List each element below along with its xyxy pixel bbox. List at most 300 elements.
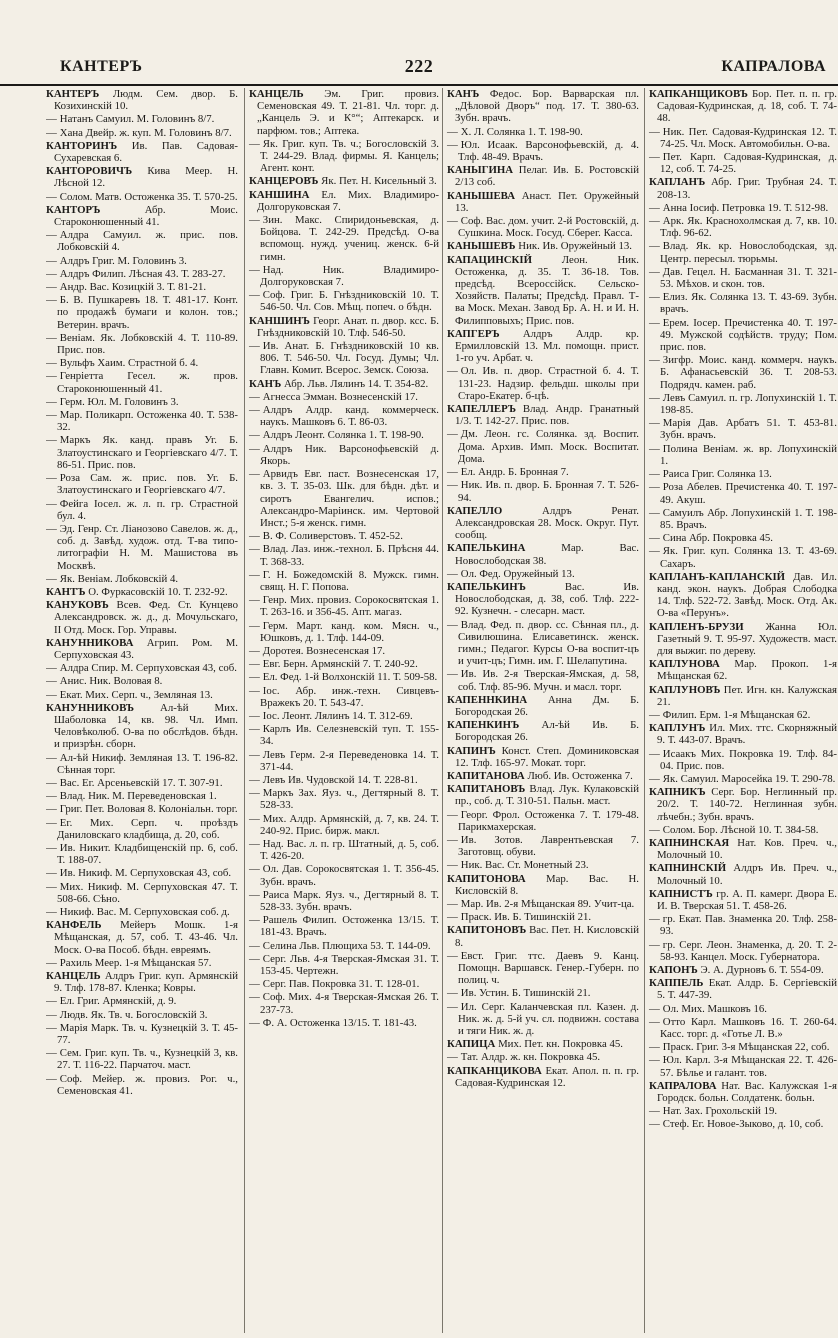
- ditto-dash: —: [46, 688, 57, 701]
- directory-entry: [46, 957, 238, 969]
- entry-surname: КАНФЕЛЬ: [46, 919, 102, 932]
- directory-entry: [46, 689, 238, 701]
- ditto-dash: —: [649, 151, 660, 164]
- directory-entry: [46, 88, 238, 112]
- directory-entry: [649, 240, 837, 264]
- entry-surname: КАПНИНСКІЙ: [649, 862, 727, 875]
- entry-details: Алдръ Леонт. Солянка 1. Т. 198-90.: [262, 429, 424, 442]
- ditto-dash: —: [46, 803, 57, 816]
- directory-entry: [447, 568, 639, 580]
- entry-details: Ник. Ив. п. двор. Б. Бронная 7. Т. 526-94.: [458, 479, 639, 504]
- column-1: [46, 88, 242, 1333]
- entry-details: Ол. Фед. Оружейный 13.: [460, 567, 575, 580]
- ditto-dash: —: [249, 468, 260, 481]
- entry-details: Абр. Моис. Староконюшенный 41.: [54, 203, 238, 229]
- directory-entry: [447, 1038, 639, 1050]
- ditto-dash: —: [46, 880, 57, 893]
- ditto-dash: —: [249, 289, 260, 302]
- entry-details: Мар. Вас. Новослободская 38.: [455, 542, 639, 567]
- directory-entry: [46, 586, 238, 598]
- ditto-dash: —: [249, 978, 260, 991]
- ditto-dash: —: [249, 787, 260, 800]
- directory-entry: [249, 189, 439, 213]
- entry-details: Самуилъ Абр. Лопухинскій 1. Т. 198-85. Врачъ.: [660, 506, 837, 531]
- ditto-dash: —: [649, 913, 660, 926]
- ditto-dash: —: [46, 229, 57, 242]
- entry-details: Алдръ Ив. Преч. ч., Молочный 10.: [657, 862, 837, 887]
- ditto-dash: —: [447, 479, 458, 492]
- entry-surname: КАПЛЕНЪ-БРУЗИ: [649, 620, 744, 633]
- ditto-dash: —: [649, 468, 660, 481]
- entry-details: Ел. Фед. 1-й Волхонскій 11. Т. 509-58.: [262, 671, 438, 684]
- entry-details: Соф. Мих. 4-я Тверская-Ямская 26. Т. 237-73.: [260, 991, 439, 1016]
- ditto-dash: —: [249, 429, 260, 442]
- entry-details: Конст. Степ. Доминиковская 12. Тлф. 165-97. Мокат. торг.: [455, 744, 640, 769]
- entry-surname: КАПЕЛЬКИНА: [447, 542, 526, 555]
- entry-details: Людв. Як. Тв. ч. Богословскій 3.: [59, 1008, 208, 1021]
- directory-entry: [249, 264, 439, 288]
- directory-entry: [249, 429, 439, 441]
- entry-surname: КАНЦЕЛЬ: [46, 970, 101, 983]
- entry-surname: КАПЕЛЬКИНЪ: [447, 580, 526, 593]
- entry-details: Мар. Ив. 2-я Мѣщанская 89. Учит-ца.: [460, 898, 635, 910]
- directory-entry: [447, 403, 639, 427]
- ditto-dash: —: [249, 404, 260, 417]
- entry-surname: КАПИТОНОВА: [447, 872, 526, 885]
- entry-details: Екат. Мих. Серп. ч., Земляная 13.: [59, 688, 213, 701]
- ditto-dash: —: [249, 340, 260, 353]
- ditto-dash: —: [649, 938, 660, 951]
- entry-details: Мар. Прокоп. 1-я Мѣщанская 62.: [657, 658, 837, 683]
- ditto-dash: —: [649, 1002, 660, 1015]
- entry-surname: КАНЫШЕВЪ: [447, 240, 516, 253]
- directory-entry: [447, 898, 639, 910]
- entry-details: Елиз. Як. Солянка 13. Т. 43-69. Зубн. врачъ.: [660, 291, 837, 316]
- entry-details: Арк. Як. Краснохолмская д. 7, кв. 10. Тлф. 96-62.: [660, 215, 837, 240]
- ditto-dash: —: [649, 1015, 660, 1028]
- entry-details: Як. Григ. куп. Солянка 13. Т. 43-69. Сахаръ.: [660, 545, 837, 570]
- ditto-dash: —: [46, 357, 57, 370]
- ditto-dash: —: [46, 254, 57, 267]
- entry-details: Пет. Игн. кн. Калужская 21.: [657, 683, 837, 708]
- directory-entry: [249, 723, 439, 747]
- entry-details: Зин. Макс. Спиридоньевская, д. Бойцова. Т. 242-29. Предсѣд. О-ва вспомощ. нужд. учениц. женск. 6-й гимн.: [260, 214, 439, 263]
- entry-details: Алдра Спир. М. Серпуховская 43, соб.: [59, 662, 237, 675]
- ditto-dash: —: [447, 859, 458, 872]
- directory-entry: [649, 837, 837, 861]
- ditto-dash: —: [447, 668, 458, 681]
- entry-details: Тат. Алдр. ж. кн. Покровка 45.: [460, 1051, 601, 1064]
- ditto-dash: —: [46, 472, 57, 485]
- ditto-dash: —: [249, 263, 260, 276]
- entry-details: Генріетта Гесел. ж. пров. Староконюшенный 41.: [57, 370, 238, 395]
- entry-surname: КАНТЪ: [46, 585, 86, 598]
- entry-details: Алдръ Ренат. Александровская 28. Моск. Округ. Пут. сообщ.: [455, 504, 639, 542]
- directory-entry: [447, 126, 639, 138]
- directory-entry: [649, 126, 837, 150]
- directory-entry: [46, 906, 238, 918]
- entry-details: Над. Ник. Владимиро-Долгоруковская 7.: [260, 263, 439, 289]
- ditto-dash: —: [447, 1051, 458, 1064]
- entry-details: Ив. Устин. Б. Тишинскій 21.: [460, 987, 591, 1000]
- directory-entry: [447, 924, 639, 948]
- entry-details: Ел. Мих. Владимиро-Долгоруковская 7.: [257, 188, 439, 213]
- entry-surname: КАНЫШЕВА: [447, 189, 516, 202]
- entry-surname: КАПЛАНЪ-КАПЛАНСКІЙ: [649, 570, 786, 583]
- directory-entry: [447, 428, 639, 465]
- directory-entry: [249, 671, 439, 683]
- entry-details: Натанъ Самуил. М. Головинъ 8/7.: [59, 113, 215, 126]
- ditto-dash: —: [249, 530, 260, 543]
- directory-entry: [46, 1047, 238, 1071]
- entry-details: Всев. Фед. Ст. Кунцево Александровск. ж. д., д. Мочульскаго, II Отд. Моск. Гор. Управы.: [54, 599, 238, 636]
- entry-details: Генр. Мих. провиз. Сорокосвятская 1. Т. 263-16. и 356-45. Апт. магаз.: [260, 594, 439, 619]
- directory-entry: [447, 619, 639, 668]
- directory-entry: [447, 215, 639, 239]
- entry-details: Солом. Бор. Лѣсной 10. Т. 384-58.: [662, 823, 819, 836]
- directory-entry: [447, 809, 639, 833]
- entry-details: Алдръ Григ. М. Головинъ 3.: [59, 254, 187, 267]
- ditto-dash: —: [447, 567, 458, 580]
- directory-entry: [249, 315, 439, 339]
- directory-entry: [649, 507, 837, 531]
- directory-entry: [46, 919, 238, 956]
- entry-details: Ив. Ив. 2-я Тверская-Ямская, д. 58, соб. Тлф. 85-96. Мучн. и масл. торг.: [458, 668, 639, 693]
- entry-surname: КАНЪ: [447, 88, 480, 100]
- ditto-dash: —: [46, 1008, 57, 1021]
- directory-entry: [46, 434, 238, 471]
- ditto-dash: —: [249, 644, 260, 657]
- entry-details: Раиса Марк. Яуз. ч., Дегтярный 8. Т. 528-33. Зубн. врачъ.: [260, 888, 439, 913]
- ditto-dash: —: [46, 956, 57, 969]
- entry-surname: КАПЛАНЪ: [649, 176, 706, 189]
- entry-surname: КАНЦЕРОВЪ: [249, 175, 319, 188]
- entry-details: Людм. Сем. двор. Б. Козихинскій 10.: [54, 88, 238, 113]
- entry-details: Алдръ Филип. Лѣсная 43. Т. 283-27.: [59, 267, 226, 280]
- entry-details: Вас. Ив. Новослободская, д. 38, соб. Тлф. 222-92. Кузнечн. - слесарн. маст.: [455, 580, 639, 618]
- directory-entry: [46, 127, 238, 139]
- directory-entry: [649, 532, 837, 544]
- ditto-dash: —: [46, 434, 57, 447]
- ditto-dash: —: [249, 594, 260, 607]
- directory-entry: [447, 1001, 639, 1038]
- ditto-dash: —: [447, 428, 458, 441]
- ditto-dash: —: [249, 863, 260, 876]
- ditto-dash: —: [249, 773, 260, 786]
- entry-surname: КАПИТАНОВЪ: [447, 783, 526, 796]
- ditto-dash: —: [447, 138, 458, 151]
- entry-surname: КАНЫГИНА: [447, 164, 514, 177]
- directory-entry: [447, 719, 639, 743]
- entry-details: Праск. Ив. Б. Тишинскій 21.: [460, 911, 592, 924]
- ditto-dash: —: [649, 215, 660, 228]
- directory-entry: [649, 913, 837, 937]
- entry-details: Роза Сам. ж. прис. пов. Уг. Б. Златоустинскаго и Георгіевскаго 4/7.: [57, 472, 238, 497]
- directory-entry: [447, 770, 639, 782]
- entry-details: Анна Іосиф. Петровка 19. Т. 512-98.: [662, 201, 829, 214]
- entry-surname: КАПАЦИНСКІЙ: [447, 253, 532, 266]
- entry-details: Сина Абр. Покровка 45.: [662, 532, 773, 545]
- entry-details: Полина Веніам. ж. вр. Лопухинскій 1.: [660, 442, 837, 467]
- entry-details: Ел. Григ. Армянскій, д. 9.: [59, 995, 177, 1008]
- entry-details: Евг. Берн. Армянскій 7. Т. 240-92.: [262, 658, 418, 671]
- entry-details: Іос. Леонт. Лялинъ 14. Т. 312-69.: [262, 709, 413, 722]
- entry-details: Роза Абелев. Пречистенка 40. Т. 197-49. Акуш.: [660, 481, 837, 506]
- entry-details: О. Фуркасовскій 10. Т. 232-92.: [88, 585, 228, 598]
- entry-details: Андр. Вас. Козицкій 3. Т. 81-21.: [59, 281, 207, 294]
- directory-entry: [249, 443, 439, 467]
- entry-details: Ив. Никиф. М. Серпуховская 43, соб.: [59, 867, 232, 880]
- directory-entry: [46, 662, 238, 674]
- entry-details: Влад. Лук. Кулаковскій пр., соб. д. Т. 310-51. Пальн. маст.: [455, 783, 639, 808]
- ditto-dash: —: [46, 395, 57, 408]
- entry-details: Анаст. Пет. Оружейный 13.: [455, 189, 639, 214]
- directory-entry: [447, 328, 639, 365]
- entry-surname: КАППЕЛЬ: [649, 977, 704, 990]
- directory-entry: [46, 498, 238, 522]
- directory-entry: [249, 88, 439, 137]
- ditto-dash: —: [649, 823, 660, 836]
- entry-details: Як. Веніам. Лобковскій 4.: [59, 572, 179, 585]
- directory-entry: [649, 1080, 837, 1104]
- directory-entry: [46, 113, 238, 125]
- entry-details: Левъ Ив. Чудовской 14. Т. 228-81.: [262, 773, 418, 786]
- directory-entry: [249, 404, 439, 428]
- directory-entry: [46, 229, 238, 253]
- entry-details: Эм. Григ. провиз. Семеновская 49. Т. 21-81. Чл. торг. д. „Канцель Э. и К°“; Аптекарск. и парфюм. тов.; Аптека.: [257, 88, 440, 137]
- directory-entry: [46, 867, 238, 879]
- entry-surname: КАНЪ: [249, 377, 282, 390]
- directory-entry: [447, 987, 639, 999]
- directory-entry: [447, 834, 639, 858]
- directory-entry: [249, 914, 439, 938]
- directory-entry: [649, 658, 837, 682]
- ditto-dash: —: [46, 995, 57, 1008]
- ditto-dash: —: [46, 294, 57, 307]
- entry-details: Серг. Пав. Покровка 31. Т. 128-01.: [262, 978, 420, 991]
- entry-details: Мар. Вас. Н. Кисловскій 8.: [455, 872, 639, 897]
- ditto-dash: —: [249, 390, 260, 403]
- column-3: [442, 88, 643, 1333]
- ditto-dash: —: [46, 281, 57, 294]
- column-4: [644, 88, 837, 1333]
- entry-details: Мих. Пет. кн. Покровка 45.: [498, 1038, 623, 1051]
- entry-details: Мейеръ Мошк. 1-я Мѣщанская, д. 57, соб. Т. 43-46. Чл. Моск. О-ва Пособ. бѣдн. евреямъ.: [54, 919, 239, 956]
- entry-details: Маркъ Як. канд. правъ Уг. Б. Златоустинскаго и Георгіевскаго 4/7. Т. 86-51. Прис. пов.: [57, 434, 238, 471]
- entry-details: Ил. Серг. Каланчевская пл. Казен. д. Ник. ж. д. 5-й уч. сл. подвижн. состава и тяги Ник. ж. д.: [458, 1000, 639, 1038]
- directory-entry: [46, 995, 238, 1007]
- ditto-dash: —: [249, 914, 260, 927]
- entry-details: Григ. Пет. Воловая 8. Колоніальн. торг.: [59, 803, 238, 816]
- directory-entry: [649, 291, 837, 315]
- entry-details: Г. Н. Божедомскій 8. Мужск. гимн. свящ. Н. Г. Попова.: [260, 568, 439, 593]
- directory-entry: [447, 950, 639, 987]
- directory-entry: [46, 281, 238, 293]
- entry-details: Мар. Поликарп. Остоженка 40. Т. 538-32.: [57, 409, 238, 434]
- directory-entry: [249, 658, 439, 670]
- ditto-dash: —: [46, 816, 57, 829]
- directory-entry: [46, 790, 238, 802]
- directory-entry: [249, 863, 439, 887]
- ditto-dash: —: [46, 409, 57, 422]
- header-first-entry: КАНТЕРЪ: [60, 58, 143, 75]
- directory-entry: [249, 685, 439, 709]
- directory-entry: [46, 817, 238, 841]
- entry-details: Ол. Дав. Сорокосвятская 1. Т. 356-45. Зубн. врачъ.: [260, 863, 439, 888]
- directory-entry: [447, 581, 639, 618]
- directory-columns: [46, 88, 836, 1333]
- ditto-dash: —: [649, 532, 660, 545]
- entry-surname: КАНТОРИНЪ: [46, 139, 118, 152]
- entry-surname: КАНЦЕЛЬ: [249, 88, 304, 100]
- directory-entry: [46, 472, 238, 496]
- entry-details: Мих. Никиф. М. Серпуховская 47. Т. 508-66. Сѣно.: [57, 880, 238, 905]
- entry-surname: КАПЛУНЪ: [649, 722, 706, 735]
- entry-details: Левъ Самуил. п. гр. Лопухинскій 1. Т. 198-85.: [660, 391, 837, 417]
- ditto-dash: —: [447, 911, 458, 924]
- entry-surname: КАПИЦА: [447, 1038, 496, 1051]
- entry-surname: КАНШИНА: [249, 188, 310, 201]
- entry-details: Эд. Генр. Ст. Ліанозово Савелов. ж. д., соб. д. Завѣд. худож. отд. Т-ва типо-литографіи Н. М. Машистова въ Москвѣ.: [57, 522, 238, 572]
- entry-details: Ив. Пав. Садовая-Сухаревская 6.: [54, 139, 238, 165]
- directory-entry: [249, 378, 439, 390]
- directory-entry: [649, 939, 837, 963]
- entry-details: Влад. Лаз. инж.-технол. Б. Прѣсня 44. Т. 368-33.: [260, 543, 439, 568]
- entry-details: Юл. Карл. 3-я Мѣщанская 22. Т. 426-57. Бѣлье и галант. тов.: [660, 1054, 837, 1079]
- directory-entry: [649, 354, 837, 391]
- ditto-dash: —: [649, 201, 660, 214]
- ditto-dash: —: [649, 772, 660, 785]
- directory-entry: [46, 1009, 238, 1021]
- entry-surname: КАПНИСТЪ: [649, 887, 713, 900]
- ditto-dash: —: [649, 354, 660, 367]
- entry-details: Як. Самуил. Маросейка 19. Т. 290-78.: [662, 772, 836, 785]
- entry-details: Люб. Ив. Остоженка 7.: [527, 769, 633, 782]
- entry-details: Алдръ Алдр. канд. коммерческ. наукъ. Машковъ 6. Т. 86-03.: [260, 404, 439, 429]
- entry-details: Іос. Абр. инж.-техн. Сивцевъ-Вражекъ 20. Т. 543-47.: [260, 684, 439, 709]
- directory-entry: [46, 409, 238, 433]
- directory-entry: [649, 545, 837, 569]
- entry-details: Ол. Ив. п. двор. Страстной б. 4. Т. 131-23. Надзир. фельдш. школы при Старо-Екатер. б-цѣ.: [458, 365, 639, 402]
- entry-details: гр. Екат. Пав. Знаменка 20. Тлф. 258-93.: [660, 913, 837, 938]
- ditto-dash: —: [447, 466, 458, 479]
- entry-details: Фейга Іосел. ж. л. п. гр. Страстной бул. 4.: [57, 497, 238, 522]
- directory-entry: [649, 151, 837, 175]
- entry-details: Пелаг. Ив. Б. Ростовскій 2/13 соб.: [455, 164, 640, 189]
- ditto-dash: —: [249, 952, 260, 965]
- entry-details: Герм. Юл. М. Головинъ 3.: [59, 395, 179, 408]
- entry-details: Дав. Ил. канд. экон. наукъ. Добрая Слободка 14. Тлф. 522-72. Завѣд. Моск. Отд. Ак. О-ва «Перунъ».: [657, 570, 837, 620]
- directory-entry: [447, 254, 639, 327]
- ditto-dash: —: [649, 125, 660, 138]
- entry-details: Влад. Як. кр. Новослободская, зд. Центр. пересыл. тюрьмы.: [660, 240, 837, 265]
- ditto-dash: —: [46, 331, 57, 344]
- directory-entry: [649, 748, 837, 772]
- entry-surname: КАПИТАНОВА: [447, 769, 525, 782]
- entry-details: Ол. Мих. Машковъ 16.: [662, 1002, 767, 1015]
- directory-entry: [46, 523, 238, 572]
- ditto-dash: —: [46, 113, 57, 126]
- ditto-dash: —: [649, 316, 660, 329]
- ditto-dash: —: [249, 442, 260, 455]
- ditto-dash: —: [46, 867, 57, 880]
- directory-entry: [249, 889, 439, 913]
- entry-surname: КАПОНЪ: [649, 964, 698, 977]
- ditto-dash: —: [649, 291, 660, 304]
- entry-details: Серг. Бор. Неглинный пр. 20/2. Т. 140-72. Неглинная зубн. лѣчебн.; Зубн. врачъ.: [657, 786, 837, 823]
- entry-details: Праск. Григ. 3-я Мѣщанская 22, соб.: [662, 1041, 830, 1054]
- entry-details: гр. А. П. камерг. Двора Е. И. В. Тверская 51. Т. 458-26.: [657, 887, 837, 912]
- entry-details: Соф. Мейер. ж. провиз. Рог. ч., Семеновская 41.: [57, 1072, 238, 1097]
- directory-entry: [46, 970, 238, 994]
- directory-entry: [249, 594, 439, 618]
- entry-details: Ник. Пет. Садовая-Кудринская 12. Т. 74-25. Чл. Моск. Автомобильн. О-ва.: [660, 125, 837, 150]
- entry-details: Исаакъ Мих. Покровка 19. Тлф. 84-04. Прис. пов.: [660, 747, 837, 772]
- entry-details: Мих. Алдр. Армянскій, д. 7, кв. 24. Т. 240-92. Прис. бирж. макл.: [260, 812, 439, 837]
- entry-details: Арвидъ Евг. паст. Вознесенская 17, кв. 3. Т. 35-03. Шк. для бѣдн. дѣт. и сиротъ Евангелич. испов.; Александро-Маріинск. им. Чертовой Инст.; 5-я женск. гимн.: [260, 468, 439, 529]
- directory-entry: [46, 1073, 238, 1097]
- ditto-dash: —: [46, 1047, 57, 1060]
- directory-entry: [46, 675, 238, 687]
- entry-details: Ив. Анат. Б. Гнѣздниковскій 10 кв. 806. Т. 546-50. Чл. Госуд. Думы; Чл. Главн. Комит. Всерос. Земск. Союза.: [260, 340, 439, 377]
- entry-details: Ег. Мих. Серп. ч. проѣздъ Даниловскаго кладбища, д. 20, соб.: [57, 816, 238, 841]
- entry-details: Влад. Ник. М. Переведеновская 1.: [59, 790, 217, 803]
- entry-details: Ел. Андр. Б. Бронная 7.: [460, 466, 569, 479]
- directory-entry: [249, 391, 439, 403]
- entry-details: Георг. Фрол. Остоженка 7. Т. 179-48. Парикмахерская.: [458, 808, 639, 833]
- ditto-dash: —: [46, 776, 57, 789]
- ditto-dash: —: [447, 833, 458, 846]
- ditto-dash: —: [447, 215, 458, 228]
- entry-surname: КАНТЕРЪ: [46, 88, 100, 100]
- ditto-dash: —: [249, 709, 260, 722]
- directory-entry: [447, 164, 639, 188]
- ditto-dash: —: [649, 481, 660, 494]
- directory-entry: [447, 783, 639, 807]
- entry-details: Нат. Зах. Грохольскій 19.: [662, 1105, 778, 1118]
- ditto-dash: —: [46, 497, 57, 510]
- directory-entry: [46, 294, 238, 331]
- entry-details: Отто Карл. Машковъ 16. Т. 260-64. Касс. торг. д. «Готье Л. В.»: [660, 1015, 837, 1041]
- directory-entry: [649, 215, 837, 239]
- directory-entry: [447, 466, 639, 478]
- directory-entry: [249, 1017, 439, 1029]
- entry-details: Ал-ѣй Мих. Шаболовка 14, кв. 98. Чл. Имп. Человѣколюб. О-ва по обслѣдов. бѣдн. и призрѣн. сборн.: [54, 701, 238, 751]
- ditto-dash: —: [249, 658, 260, 671]
- directory-entry: [249, 838, 439, 862]
- ditto-dash: —: [447, 898, 458, 910]
- directory-entry: [46, 599, 238, 636]
- directory-entry: [447, 139, 639, 163]
- directory-entry: [649, 824, 837, 836]
- directory-entry: [46, 752, 238, 776]
- directory-entry: [447, 745, 639, 769]
- directory-entry: [249, 749, 439, 773]
- directory-entry: [249, 710, 439, 722]
- entry-surname: КАНУКОВЪ: [46, 599, 109, 612]
- entry-details: Федос. Бор. Варварская пл. „Дѣловой Дворъ“ под. 17. Т. 380-63. Зубн. врачъ.: [455, 88, 639, 125]
- entry-details: Евст. Григ. ттс. Даевъ 9. Канц. Помощн. Варшавск. Генер.-Губерн. по полиц. ч.: [458, 949, 639, 987]
- entry-details: Пет. Карп. Садовая-Кудринская, д. 12, соб. Т. 74-25.: [660, 151, 837, 176]
- ditto-dash: —: [46, 675, 57, 688]
- entry-details: Солом. Матв. Остоженка 35. Т. 570-25.: [59, 190, 238, 203]
- ditto-dash: —: [46, 522, 57, 535]
- entry-surname: КАПНИНСКАЯ: [649, 836, 730, 849]
- ditto-dash: —: [249, 568, 260, 581]
- entry-surname: КАПЕЛЛО: [447, 504, 503, 517]
- directory-entry: [649, 392, 837, 416]
- directory-entry: [46, 204, 238, 228]
